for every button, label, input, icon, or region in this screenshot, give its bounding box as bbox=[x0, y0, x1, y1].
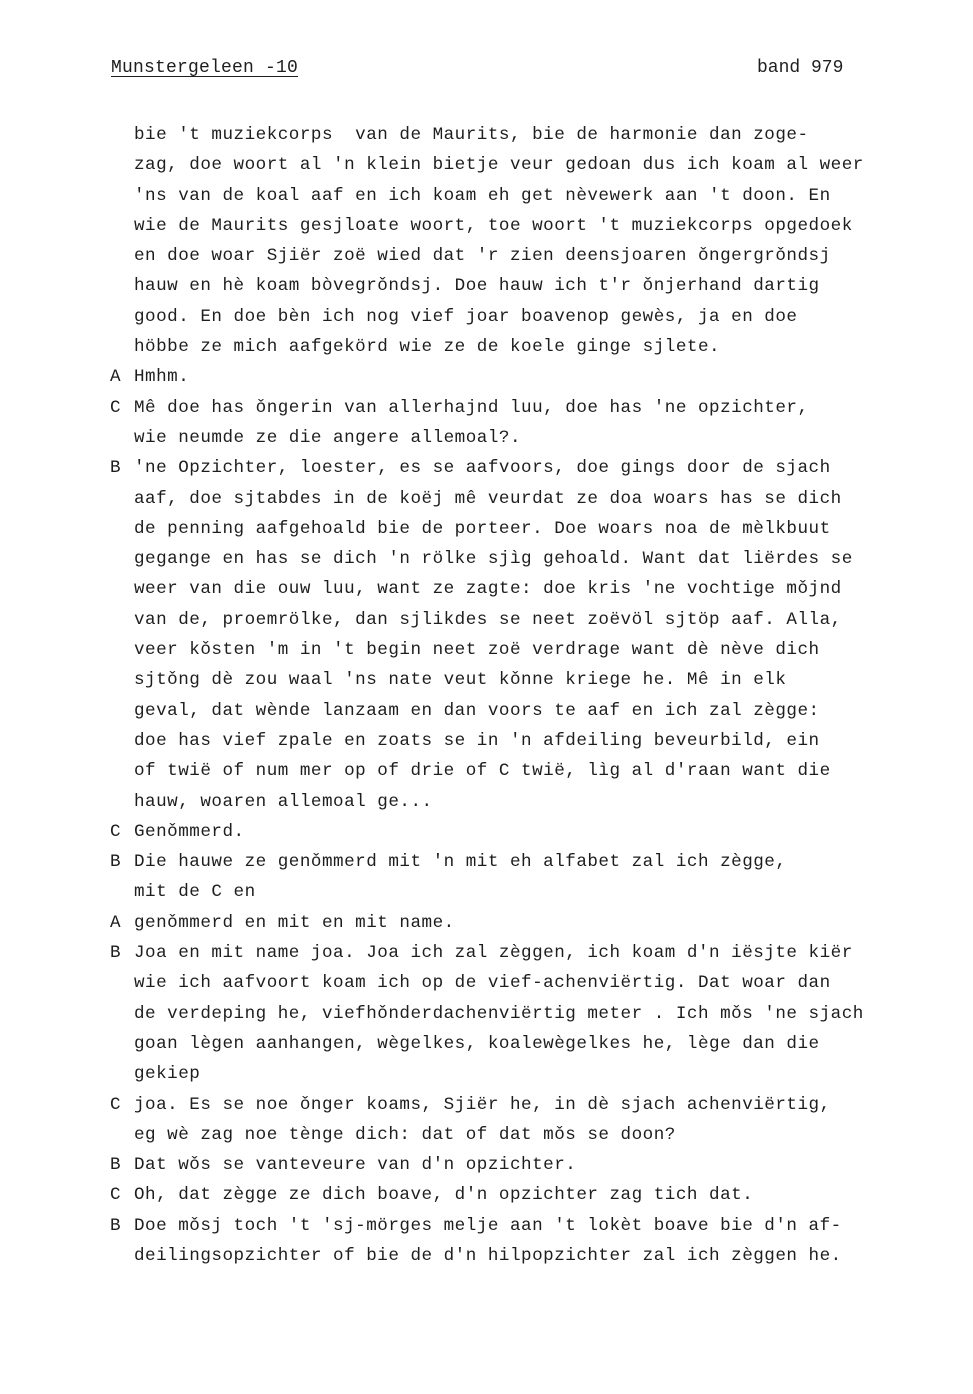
transcript-line bbox=[110, 1241, 960, 1271]
speaker-label: C bbox=[110, 1094, 122, 1115]
line-text: of twië of num mer op of drie of C twië, lìg al d'raan want die bbox=[134, 761, 831, 782]
transcript-line bbox=[110, 393, 960, 423]
line-text: wie de Maurits gesjloate woort, toe woort 't muziekcorps opgedoek bbox=[134, 215, 853, 236]
line-text: hauw en hè koam bòvegrǒndsj. Doe hauw ich t'r ǒnjerhand dartig bbox=[134, 276, 820, 297]
transcript-line bbox=[110, 150, 960, 180]
transcript-line bbox=[110, 120, 960, 150]
transcript-line bbox=[110, 999, 960, 1029]
speaker-label: B bbox=[110, 852, 122, 873]
line-text: Doe mǒsj toch 't 'sj-mörges melje aan 't lokèt boave bie d'n af- bbox=[134, 1215, 842, 1236]
line-text: en doe woar Sjiër zoë wied dat 'r zien deensjoaren ǒngergrǒndsj bbox=[134, 246, 831, 267]
line-text: hauw, woaren allemoal ge... bbox=[134, 791, 433, 812]
transcript-line bbox=[110, 1150, 960, 1180]
transcript-line bbox=[110, 423, 960, 453]
speaker-label: C bbox=[110, 1185, 122, 1206]
transcript-line bbox=[110, 605, 960, 635]
line-text: 'ne Opzichter, loester, es se aafvoors, doe gings door de sjach bbox=[134, 458, 831, 479]
line-text: 'ns van de koal aaf en ich koam eh get nèvewerk aan 't doon. En bbox=[134, 185, 831, 206]
line-text: goan lègen aanhangen, wègelkes, koalewègelkes he, lège dan die bbox=[134, 1033, 820, 1054]
transcript-body bbox=[110, 120, 960, 1271]
transcript-line bbox=[110, 847, 960, 877]
speaker-label: B bbox=[110, 458, 122, 479]
transcript-line bbox=[110, 938, 960, 968]
transcript-line bbox=[110, 756, 960, 786]
transcript-line bbox=[110, 696, 960, 726]
transcript-line bbox=[110, 302, 960, 332]
transcript-line bbox=[110, 726, 960, 756]
line-text: doe has vief zpale en zoats se in 'n afdeiling beveurbild, ein bbox=[134, 730, 820, 751]
transcript-line bbox=[110, 1180, 960, 1210]
transcript-line bbox=[110, 332, 960, 362]
transcript-line bbox=[110, 362, 960, 392]
line-text: eg wè zag noe tènge dich: dat of dat mǒs se doon? bbox=[134, 1124, 676, 1145]
page-title: Munstergeleen -10 bbox=[111, 58, 299, 78]
line-text: zag, doe woort al 'n klein bietje veur gedoan dus ich koam al weer bbox=[134, 155, 864, 176]
transcript-line bbox=[110, 1059, 960, 1089]
line-text: bie 't muziekcorps van de Maurits, bie de harmonie dan zoge- bbox=[134, 125, 809, 145]
line-text: Genǒmmerd. bbox=[134, 821, 245, 842]
transcript-line bbox=[110, 453, 960, 483]
line-text: de penning aafgehoald bie de porteer. Doe woars noa de mèlkbuut bbox=[134, 518, 831, 539]
transcript-line bbox=[110, 635, 960, 665]
line-text: joa. Es se noe ǒnger koams, Sjiër he, in dè sjach achenviërtig, bbox=[134, 1094, 831, 1115]
transcript-line bbox=[110, 1090, 960, 1120]
transcript-line bbox=[110, 968, 960, 998]
speaker-label: C bbox=[110, 821, 122, 842]
line-text: wie neumde ze die angere allemoal?. bbox=[134, 427, 522, 448]
transcript-line bbox=[110, 1029, 960, 1059]
line-text: Hmhm. bbox=[134, 367, 190, 388]
line-text: Dat wǒs se vanteveure van d'n opzichter. bbox=[134, 1155, 577, 1176]
transcript-line bbox=[110, 181, 960, 211]
line-text: Mê doe has ǒngerin van allerhajnd luu, doe has 'ne opzichter, bbox=[134, 397, 809, 418]
speaker-label: C bbox=[110, 397, 122, 418]
transcript-line bbox=[110, 514, 960, 544]
line-text: veer kǒsten 'm in 't begin neet zoë verdrage want dè nève dich bbox=[134, 640, 820, 661]
line-text: mit de C en bbox=[134, 882, 256, 903]
line-text: aaf, doe sjtabdes in de koëj mê veurdat ze doa woars has se dich bbox=[134, 488, 842, 509]
line-text: de verdeping he, viefhǒnderdachenviërtig meter . Ich mǒs 'ne sjach bbox=[134, 1003, 864, 1024]
speaker-label: B bbox=[110, 943, 122, 964]
transcript-line bbox=[110, 817, 960, 847]
line-text: Joa en mit name joa. Joa ich zal zèggen, ich koam d'n iësjte kiër bbox=[134, 943, 853, 964]
speaker-label: B bbox=[110, 1215, 122, 1236]
transcript-line bbox=[110, 665, 960, 695]
line-text: weer van die ouw luu, want ze zagte: doe kris 'ne vochtige mǒjnd bbox=[134, 579, 842, 600]
line-text: deilingsopzichter of bie de d'n hilpopzichter zal ich zèggen he. bbox=[134, 1245, 842, 1266]
transcript-line bbox=[110, 484, 960, 514]
transcript-line bbox=[110, 908, 960, 938]
line-text: sjtǒng dè zou waal 'ns nate veut kǒnne kriege he. Mê in elk bbox=[134, 670, 787, 691]
line-text: wie ich aafvoort koam ich op de vief-achenviërtig. Dat woar dan bbox=[134, 973, 831, 994]
transcript-line bbox=[110, 544, 960, 574]
transcript-line bbox=[110, 1211, 960, 1241]
line-text: Die hauwe ze genǒmmerd mit 'n mit eh alfabet zal ich zègge, bbox=[134, 852, 787, 873]
transcript-line bbox=[110, 1120, 960, 1150]
line-text: geval, dat wènde lanzaam en dan voors te aaf en ich zal zègge: bbox=[134, 700, 820, 721]
transcript-line bbox=[110, 787, 960, 817]
line-text: good. En doe bèn ich nog vief joar boavenop gewès, ja en doe bbox=[134, 306, 798, 327]
line-text: Oh, dat zègge ze dich boave, d'n opzichter zag tich dat. bbox=[134, 1185, 754, 1206]
transcript-line bbox=[110, 271, 960, 301]
transcript-line bbox=[110, 241, 960, 271]
transcript-line bbox=[110, 877, 960, 907]
tape-label: band 979 bbox=[757, 58, 844, 78]
line-text: gegange en has se dich 'n rölke sjìg gehoald. Want dat liërdes se bbox=[134, 549, 853, 570]
line-text: van de, proemrölke, dan sjlikdes se neet zoëvöl sjtöp aaf. Alla, bbox=[134, 609, 842, 630]
speaker-label: B bbox=[110, 1155, 122, 1176]
transcript-line bbox=[110, 574, 960, 604]
line-text: höbbe ze mich aafgekörd wie ze de koele ginge sjlete. bbox=[134, 337, 721, 358]
speaker-label: A bbox=[110, 912, 122, 933]
speaker-label: A bbox=[110, 367, 122, 388]
transcript-line bbox=[110, 211, 960, 241]
line-text: genǒmmerd en mit en mit name. bbox=[134, 912, 455, 933]
line-text: gekiep bbox=[134, 1064, 201, 1085]
